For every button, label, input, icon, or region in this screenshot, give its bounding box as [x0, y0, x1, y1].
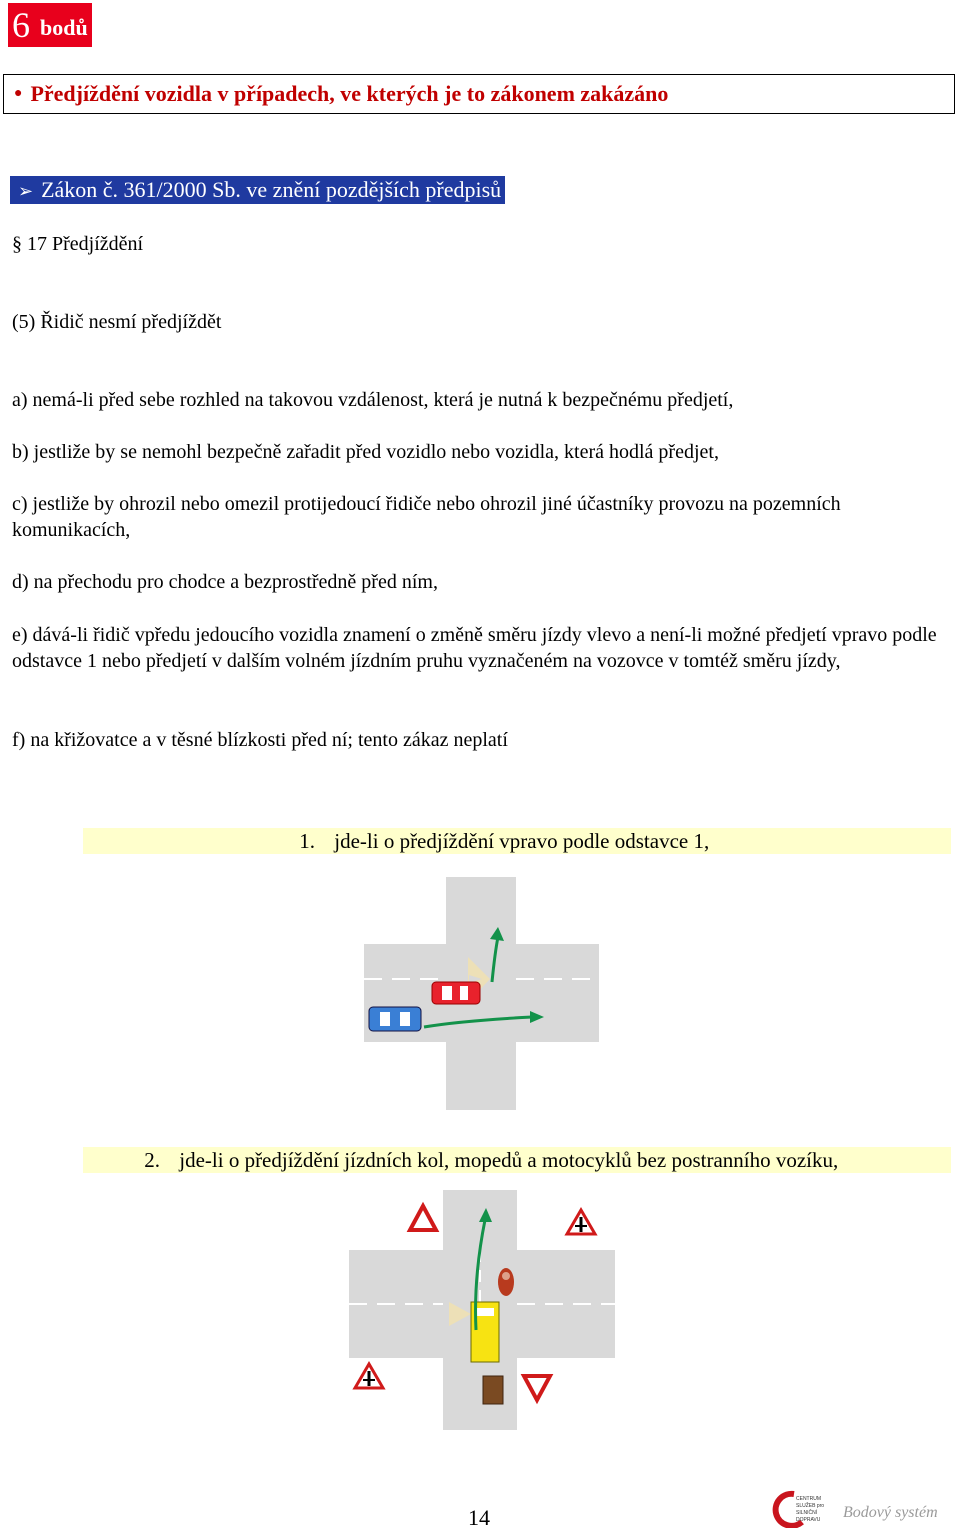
logo	[772, 1488, 838, 1528]
intersection-diagram-1	[364, 877, 599, 1110]
topic-title: Předjíždění vozidla v případech, ve kterých je to zákonem zakázáno	[30, 81, 669, 106]
exception-1-text: jde-li o předjíždění vpravo podle odstavce 1,	[334, 829, 710, 853]
exception-1	[83, 828, 951, 854]
paragraph-intro: (5) Řidič nesmí předjíždět	[12, 311, 222, 333]
exception-2	[83, 1147, 951, 1173]
item-f: f) na křižovatce a v těsné blízkosti před ní; tento zákaz neplatí	[12, 729, 508, 751]
law-title: Zákon č. 361/2000 Sb. ve znění pozdějších předpisů	[41, 177, 502, 202]
bullet-icon: ●	[14, 86, 23, 101]
page-number: 14	[468, 1505, 490, 1530]
blue-car	[369, 1007, 421, 1031]
item-a: a) nemá-li před sebe rozhled na takovou vzdálenost, která je nutná k bezpečnému předjetí,	[12, 389, 734, 411]
priority-junction-sign-icon	[567, 1210, 595, 1234]
priority-junction-sign-icon	[355, 1364, 383, 1388]
item-d: d) na přechodu pro chodce a bezprostředně před ním,	[12, 571, 438, 593]
arrow-right-icon: ➢	[18, 181, 34, 201]
exception-2-text: jde-li o předjíždění jízdních kol, mopedů a motocyklů bez postranního vozíku,	[179, 1148, 839, 1172]
item-b: b) jestliže by se nemohl bezpečně zařadit před vozidlo nebo vozidla, která hodlá předjet,	[12, 441, 719, 463]
svg-text:CENTRUM: CENTRUM	[796, 1496, 821, 1502]
intersection-diagram-2	[349, 1190, 615, 1430]
points-word: bodů	[40, 15, 88, 40]
red-car	[432, 982, 480, 1004]
points-badge	[8, 3, 92, 47]
yield-sign-icon	[524, 1376, 550, 1400]
law-heading	[10, 176, 505, 204]
wooden-trailer	[483, 1376, 503, 1404]
section-icon: §	[12, 233, 22, 255]
svg-text:SILNIČNÍ: SILNIČNÍ	[796, 1510, 818, 1516]
yield-sign-icon	[410, 1206, 436, 1230]
exception-1-number: 1.	[299, 829, 315, 853]
topic-box	[3, 74, 955, 114]
footer-brand: Bodový systém	[843, 1504, 938, 1521]
item-e: e) dává-li řidič vpředu jedoucího vozidla znamení o změně směru jízdy vlevo a není-li možné předjetí vpravo podle odstavce 1 nebo předjetí v dalším volném jízdním pruhu vyznačeném na vozovce v tomtéž směru jízdy,	[12, 624, 937, 672]
item-c: c) jestliže by ohrozil nebo omezil protijedoucí řidiče nebo ohrozil jiné účastníky provozu na pozemních komunikacích,	[12, 493, 841, 541]
svg-text:SLUŽEB pro: SLUŽEB pro	[796, 1503, 825, 1509]
points-number: 6	[12, 5, 30, 45]
svg-text:DOPRAVU: DOPRAVU	[796, 1517, 821, 1523]
exception-2-number: 2.	[144, 1148, 160, 1172]
section-title: 17 Předjíždění	[27, 233, 144, 255]
cyclist	[498, 1268, 514, 1296]
section-heading	[12, 231, 942, 257]
